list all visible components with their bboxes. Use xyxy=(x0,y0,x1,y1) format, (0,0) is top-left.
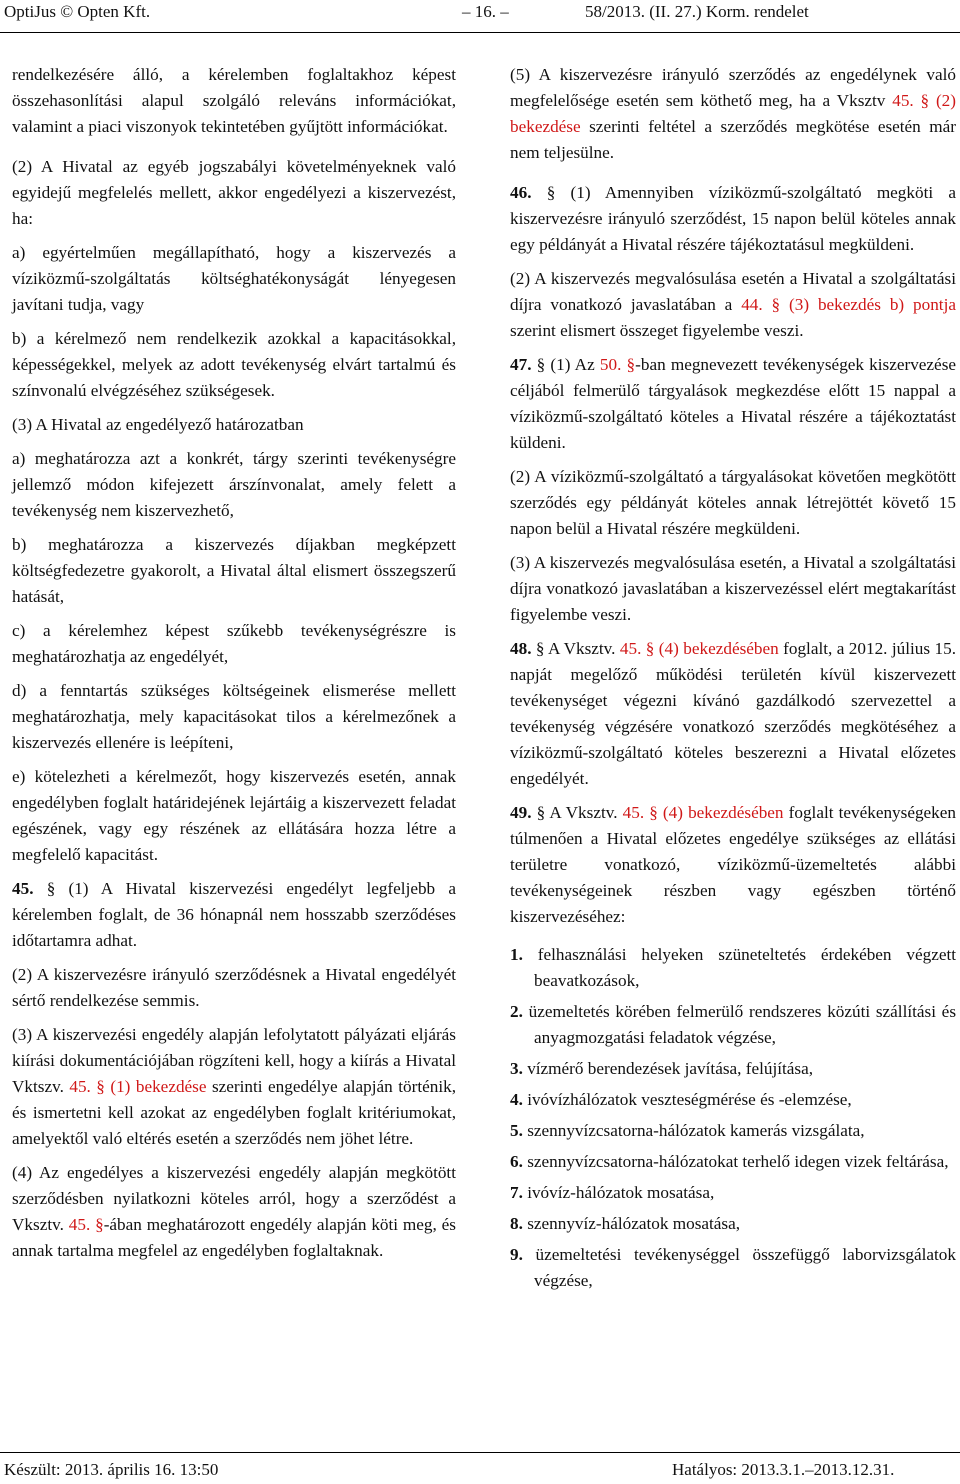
text-span: -ban megnevezett tevékenységek kiszervezése céljából felmerülő tárgyalások megkezdése előtt 15 nappal a víziközmű-szolgáltató köteles a Hivatal részére a tájékoztatást küldeni. xyxy=(510,355,957,452)
section-49-paragraph xyxy=(510,800,956,930)
reference-link[interactable]: 45. § (4) bekezdésében xyxy=(622,803,784,822)
text-span: (2) A kiszervezés megvalósulása esetén a Hivatal a szolgáltatási díjra vonatkozó javaslatában a xyxy=(510,269,956,314)
paragraph-5 xyxy=(510,62,956,166)
section-45-paragraph-3 xyxy=(12,1022,456,1152)
section-45-paragraph-1 xyxy=(12,876,456,954)
section-47-paragraph-3: (3) A kiszervezés megvalósulása esetén, a Hivatal a szolgáltatási díjra vonatkozó javaslatában a kiszervezéssel elért megtakarítást figyelembe veszi. xyxy=(510,553,956,624)
reference-link[interactable]: 45. § (4) bekezdésében xyxy=(619,639,779,658)
text-span: foglalt tevékenységeken túlmenően a Hivatal előzetes engedélye szükséges az ellátási területre vonatkozó, víziközmű-üzemeltetés alábbi tevékenységeinek részben vagy egészben történő kiszervezéséhez: xyxy=(510,803,956,926)
list-item xyxy=(510,1242,956,1294)
right-column xyxy=(510,62,956,1299)
regulation-label: 58/2013. (II. 27.) Korm. rendelet xyxy=(585,2,809,21)
list-item-text: felhasználási helyeken szüneteltetés érdekében végzett beavatkozások, xyxy=(534,945,957,990)
list-item-number: 9. xyxy=(510,1245,523,1264)
paragraph-2a: a) egyértelműen megállapítható, hogy a kiszervezés a víziközmű-szolgáltatás költséghatékonyságát lényegesen javítani tudja, vagy xyxy=(12,243,456,314)
list-item xyxy=(510,1056,956,1082)
section-45-paragraph-2: (2) A kiszervezésre irányuló szerződésnek a Hivatal engedélyét sértő rendelkezése semmis. xyxy=(12,965,456,1010)
activity-list xyxy=(510,942,956,1294)
left-column xyxy=(12,62,456,1272)
list-item-text: üzemeltetés körében felmerülő rendszeres közúti szállítási és anyagmozgatási feladatok végzése, xyxy=(528,1002,957,1047)
text-span: § (1) Az xyxy=(536,355,600,374)
paragraph-3a: a) meghatározza azt a konkrét, tárgy szerinti tevékenységre jellemző módon kifejezett árszínvonalat, amely felett a tevékenység nem kiszervezhető, xyxy=(12,449,456,520)
text-span: -ában meghatározott engedély alapján köti meg, és annak tartalma megfelel az engedélyben foglaltaknak. xyxy=(12,1215,456,1260)
list-item-number: 1. xyxy=(510,945,523,964)
intro-paragraph: rendelkezésére álló, a kérelemben foglaltakhoz képest összehasonlítási alapul szolgáló releváns információkat, valamint a piaci viszonyok tekintetében gyűjtött információkat. xyxy=(12,65,456,136)
section-48-number: 48. xyxy=(510,639,532,658)
list-item-number: 3. xyxy=(510,1059,523,1078)
list-item-number: 6. xyxy=(510,1152,523,1171)
reference-link[interactable]: 45. § (1) bekezdése xyxy=(69,1077,207,1096)
list-item-number: 5. xyxy=(510,1121,523,1140)
list-item xyxy=(510,1149,956,1175)
paragraph-3: (3) A Hivatal az engedélyező határozatban xyxy=(12,415,304,434)
validity-period: Hatályos: 2013.3.1.–2013.12.31. xyxy=(672,1460,895,1479)
text-span: szerinti engedélye alapján történik, és ismertetni kell azokat az engedélyben foglalt kritériumokat, amelyektől való eltérés esetén a szerződés nem jöhet létre. xyxy=(12,1077,456,1148)
section-45-text-1: § (1) A Hivatal kiszervezési engedélyt legfeljebb a kérelemben foglalt, de 36 hónapnál nem hosszabb szerződéses időtartamra adhat. xyxy=(12,879,456,950)
list-item-number: 7. xyxy=(510,1183,523,1202)
list-item xyxy=(510,999,956,1051)
text-span: § A Vksztv. xyxy=(536,803,623,822)
section-48-paragraph xyxy=(510,636,956,792)
created-timestamp: Készült: 2013. április 16. 13:50 xyxy=(4,1460,219,1479)
footer-divider xyxy=(0,1452,960,1453)
list-item-text: szennyvízcsatorna-hálózatokat terhelő idegen vizek feltárása, xyxy=(527,1152,949,1171)
list-item-text: vízmérő berendezések javítása, felújítása, xyxy=(527,1059,814,1078)
list-item xyxy=(510,1211,956,1237)
section-46-paragraph-1 xyxy=(510,180,956,258)
paragraph-3b: b) meghatározza a kiszervezés díjakban megképzett költségfedezetre gyakorolt, a Hivatal által elismert összegszerű hatását, xyxy=(12,535,456,606)
text-span: (5) A kiszervezésre irányuló szerződés az engedélynek való megfelelősége esetén sem köthető meg, ha a Vksztv xyxy=(510,65,956,110)
text-span: (3) A kiszervezési engedély alapján lefolytatott pályázati eljárás kiírási dokumentációjában rögzíteni kell, hogy a kiírás a Hivatal Vktszv. xyxy=(12,1025,456,1096)
reference-link[interactable]: 45. § xyxy=(68,1215,104,1234)
section-45-number: 45. xyxy=(12,879,34,898)
reference-link[interactable]: 50. § xyxy=(599,355,636,374)
list-item-text: ivóvízhálózatok veszteségmérése és -elemzése, xyxy=(527,1090,852,1109)
list-item-text: szennyvíz-hálózatok mosatása, xyxy=(527,1214,741,1233)
header-divider xyxy=(0,32,960,33)
list-item-number: 8. xyxy=(510,1214,523,1233)
list-item-text: ivóvíz-hálózatok mosatása, xyxy=(527,1183,715,1202)
page-number: – 16. – xyxy=(462,2,509,21)
reference-link[interactable]: 45. § (2) bekezdése xyxy=(510,91,957,136)
paragraph-3d: d) a fenntartás szükséges költségeinek elismerése mellett meghatározhatja, mely kapacitásokat tilos a kérelmezőnek a kiszervezés ellenére is leépíteni, xyxy=(12,681,456,752)
list-item xyxy=(510,1087,956,1113)
paragraph-2: (2) A Hivatal az egyéb jogszabályi követelményeknek való egyidejű megfelelés mellett, akkor engedélyezi a kiszervezést, ha: xyxy=(12,157,456,228)
section-47-paragraph-2: (2) A víziközmű-szolgáltató a tárgyalásokat követően megkötött szerződés egy példányát köteles annak létrejöttét követő 15 napon belül a Hivatal részére megküldeni. xyxy=(510,467,956,538)
paragraph-3e: e) kötelezheti a kérelmezőt, hogy kiszervezés esetén, annak engedélyben foglalt határidejének lejártáig a kiszervezett feladat egészének, vagy egy részének az ellátására hozza létre a megfelelő kapacitást. xyxy=(12,767,456,864)
reference-link[interactable]: 44. § (3) bekezdés b) pontja xyxy=(741,295,956,314)
section-49-number: 49. xyxy=(510,803,532,822)
text-span: § A Vksztv. xyxy=(535,639,620,658)
paragraph-3c: c) a kérelemhez képest szűkebb tevékenységrészre is meghatározhatja az engedélyét, xyxy=(12,621,456,666)
publisher-label: OptiJus © Opten Kft. xyxy=(4,2,151,21)
list-item xyxy=(510,1118,956,1144)
paragraph-2b: b) a kérelmező nem rendelkezik azokkal a kapacitásokkal, képességekkel, melyek az adott tevékenység elvárt tartalmú és színvonalú elvégzéséhez szükségesek. xyxy=(12,329,456,400)
list-item-text: szennyvízcsatorna-hálózatok kamerás vizsgálata, xyxy=(527,1121,865,1140)
list-item xyxy=(510,942,956,994)
page-header xyxy=(0,0,960,30)
section-47-paragraph-1 xyxy=(510,352,956,456)
section-47-number: 47. xyxy=(510,355,532,374)
text-span: szerint elismert összeget figyelembe veszi. xyxy=(510,321,804,340)
section-46-paragraph-2 xyxy=(510,266,956,344)
list-item-text: üzemeltetési tevékenységgel összefüggő laborvizsgálatok végzése, xyxy=(534,1245,956,1290)
list-item-number: 4. xyxy=(510,1090,523,1109)
section-45-paragraph-4 xyxy=(12,1160,456,1264)
list-item-number: 2. xyxy=(510,1002,523,1021)
text-span: szerinti feltétel a szerződés megkötése esetén már nem teljesülne. xyxy=(510,117,956,162)
section-46-number: 46. xyxy=(510,183,532,202)
text-span: (4) Az engedélyes a kiszervezési engedély alapján megkötött szerződésben nyilatkozni köteles arról, hogy a szerződést a Vksztv. xyxy=(12,1163,456,1234)
section-46-text-1: § (1) Amennyiben víziközmű-szolgáltató megköti a kiszervezésre irányuló szerződést, 15 napon belül köteles annak egy példányát a Hivatal részére tájékoztatásul megküldeni. xyxy=(510,183,956,254)
text-span: foglalt, a 2012. július 15. napját megelőző működési területén kívül kiszervezett tevékenységet végezni kívánó gazdálkodó szervezettel a tevékenység végzésére vonatkozó szerződés megkötéséhez a víziközmű-szolgáltató köteles beszerezni a Hivatal előzetes engedélyét. xyxy=(510,639,957,788)
list-item xyxy=(510,1180,956,1206)
